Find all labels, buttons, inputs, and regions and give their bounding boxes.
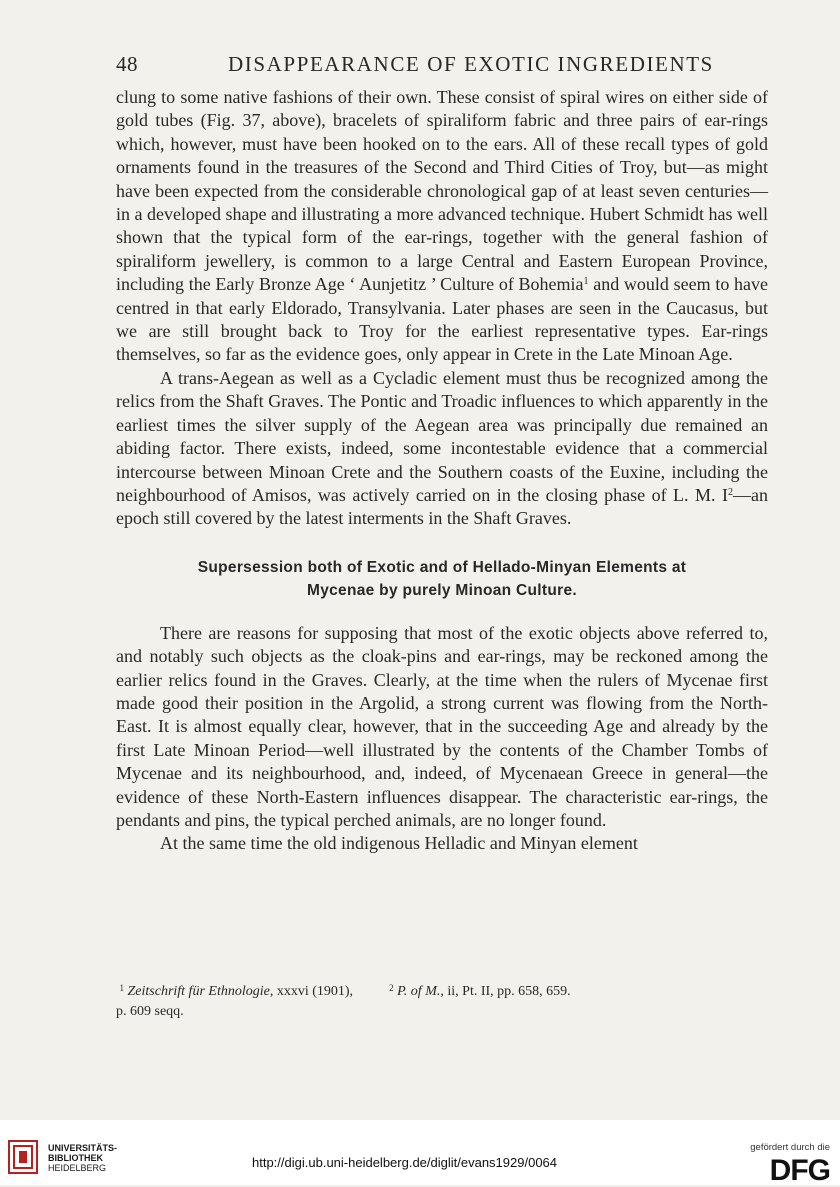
- page-header: [110, 52, 770, 82]
- section-heading-line-1: Supersession both of Exotic and of Hellado-Minyan Elements at: [197, 558, 687, 576]
- footnote-1-title: Zeitschrift für Ethnologie: [127, 984, 270, 999]
- paragraph-2-text-a: A trans-Aegean as well as a Cycladic element must thus be recognized among the relics from the Shaft Graves. The Pontic and Troadic influences to which apparently in the earliest times the silver supply of the Aegean area was principally due remained an abiding factor. There exists, indeed, some incontestable evidence that a commercial intercourse between Minoan Crete and the Southern coasts of the Euxine, including the neighbourhood of Amisos, was actively carried on in the closing phase of L. M. I: [116, 367, 768, 505]
- library-name-line-3: HEIDELBERG: [48, 1163, 107, 1173]
- permalink-url[interactable]: http://digi.ub.uni-heidelberg.de/diglit/evans1929/0064: [252, 1155, 558, 1170]
- library-name-line-1: UNIVERSITÄTS-: [48, 1143, 118, 1153]
- footnote-line: [116, 982, 768, 1002]
- paragraph-2: [116, 367, 768, 531]
- body-text: [116, 86, 768, 856]
- footnote-ref-2: 2: [728, 486, 733, 498]
- footnotes: [116, 982, 768, 1022]
- digitization-footer-bar: [0, 1120, 840, 1185]
- library-name: [48, 1143, 117, 1173]
- section-heading-line-2: Mycenae by purely Minoan Culture.: [306, 581, 577, 599]
- dfg-logo: DFG: [769, 1154, 830, 1187]
- footnote-1-mark: 1: [119, 983, 124, 993]
- running-head: DISAPPEARANCE OF EXOTIC INGREDIENTS: [228, 52, 714, 76]
- page-number: 48: [116, 52, 138, 76]
- paragraph-1-text-a: clung to some native fashions of their own. These consist of spiral wires on either side of gold tubes (Fig. 37, above), bracelets of spiraliform fabric and three pairs of ear-rings which, however, must have been hooked on to the ears. All of these recall types of gold ornaments found in the treasures of the Second and Third Cities of Troy, but—as might have been expected from the considerable chronological gap of at least seven centuries—in a developed shape and illustrating a more advanced technique. Hubert Schmidt has well shown that the typical form of the ear-rings, together with the general fashion of spiraliform jewellery, is common to a large Central and Eastern European Province, including the Early Bronze Age ‘ Aunjetitz ’ Culture of Bohemia: [116, 87, 768, 295]
- library-name-line-2: BIBLIOTHEK: [48, 1153, 103, 1163]
- paragraph-3: There are reasons for supposing that most of the exotic objects above referred to, and notably such objects as the cloak-pins and ear-rings, may be reckoned among the earlier relics found in the Graves. Clearly, at the time when the rulers of Mycenae first made good their position in the Argolid, a strong current was flowing from the North-East. It is almost equally clear, however, that in the succeeding Age and already by the first Late Minoan Period—well illustrated by the contents of the Chamber Tombs of Mycenae and its neighbourhood, and, indeed, of Mycenaean Greece in general—the evidence of these North-Eastern influences disappear. The characteristic ear-rings, the pendants and pins, the typical perched animals, are no longer found.: [116, 622, 768, 830]
- footnote-2-mark: 2: [389, 983, 394, 993]
- funded-by-label: gefördert durch die: [750, 1142, 830, 1153]
- section-heading: [116, 556, 768, 602]
- footnote-1-continuation: p. 609 seqq.: [116, 1004, 184, 1019]
- university-library-logo-icon: [8, 1140, 38, 1174]
- paragraph-2-text-b: —an epoch still covered by the latest interments in the Shaft Graves.: [116, 484, 768, 529]
- footnote-2-title: P. of M.: [397, 984, 441, 999]
- paragraph-1-text-b: and would seem to have centred in that early Eldorado, Transylvania. Later phases are seen in the Caucasus, but we are still brought back to Troy for the earliest representative types. Ear-rings themselves, so far as the evidence goes, only appear in Crete in the Late Minoan Age.: [116, 274, 768, 365]
- footnote-2-rest: , ii, Pt. II, pp. 658, 659.: [440, 984, 571, 999]
- footnote-ref-1: 1: [583, 276, 589, 288]
- footnote-1-rest: , xxxvi (1901),: [269, 984, 354, 999]
- paragraph-1: [116, 86, 768, 367]
- paragraph-4: At the same time the old indigenous Helladic and Minyan element: [160, 833, 638, 854]
